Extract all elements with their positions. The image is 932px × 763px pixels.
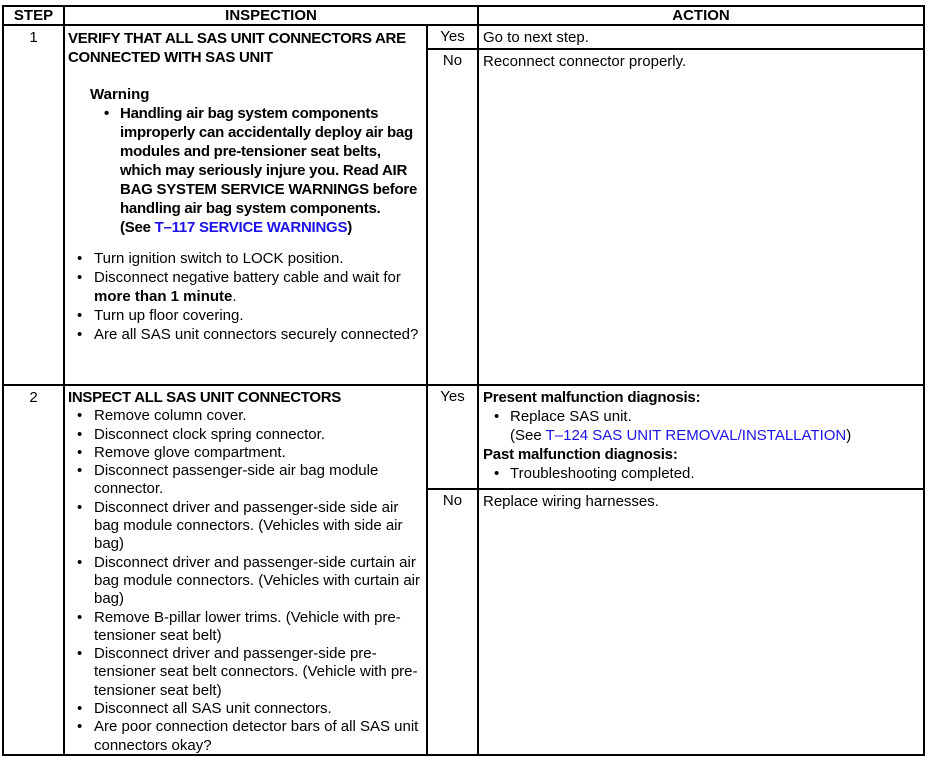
step-number: 2	[4, 386, 65, 754]
bullet-icon: •	[77, 326, 83, 343]
warning-label: Warning	[90, 86, 150, 103]
inspection-cell-step-1	[65, 26, 428, 384]
yes-subrow	[428, 26, 923, 50]
inspection-cell-step-2	[65, 386, 428, 754]
action-no-text: Reconnect connector properly.	[483, 53, 687, 70]
header-action: ACTION	[672, 7, 730, 24]
table-header-row	[4, 7, 923, 26]
inspection-bullet-list	[68, 249, 424, 344]
table-row-step-1	[4, 26, 923, 386]
bullet-icon: •	[77, 443, 83, 461]
bullet-icon: •	[77, 250, 83, 267]
text-segment: Disconnect negative battery cable and wait for	[94, 269, 401, 286]
bullet-icon: •	[77, 462, 83, 480]
action-area-step-2	[428, 386, 923, 754]
warning-text: Handling air bag system components improperly can accidentally deploy air bag modules and pre-tensioner seat belts, which may seriously injure you. Read AIR BAG SYSTEM SERVICE WARNINGS before handling air bag system components.	[120, 105, 418, 217]
bullet-icon: •	[77, 307, 83, 324]
list-item-text: Disconnect driver and passenger-side side air bag module connectors. (Vehicles with side air bag)	[94, 498, 403, 553]
action-no-text: Replace wiring harnesses.	[483, 493, 659, 510]
bold-text-segment: more than 1 minute	[94, 288, 233, 305]
list-item	[68, 645, 424, 700]
list-item	[483, 464, 919, 483]
text-segment: .	[232, 288, 237, 305]
list-item-text: Turn up floor covering.	[94, 307, 244, 324]
list-item	[68, 462, 424, 499]
warning-block	[90, 85, 424, 237]
see-suffix: )	[846, 427, 852, 444]
list-item-text: Remove column cover.	[94, 407, 247, 425]
list-item-text: Disconnect driver and passenger-side pre-tensioner seat belt connectors. (Vehicle with pre-tensioner seat belt)	[94, 645, 418, 699]
yes-label: Yes	[428, 386, 479, 488]
bullet-icon: •	[77, 608, 83, 626]
list-item-text: Replace SAS unit.	[510, 408, 632, 425]
warning-list-item	[90, 104, 424, 237]
see-reference	[120, 219, 352, 236]
link-t124-sas-unit-removal-installation[interactable]: T–124 SAS UNIT REMOVAL/INSTALLATION	[545, 427, 847, 444]
bullet-icon: •	[77, 700, 83, 718]
bullet-icon: •	[77, 269, 83, 286]
table-row-step-2	[4, 386, 923, 754]
present-diagnosis-heading: Present malfunction diagnosis:	[483, 389, 701, 406]
list-item	[68, 426, 424, 444]
no-label: No	[428, 490, 479, 754]
list-item	[68, 444, 424, 462]
list-item	[68, 554, 424, 609]
list-item-text: Remove B-pillar lower trims. (Vehicle with pre-tensioner seat belt)	[94, 608, 401, 644]
list-item	[68, 407, 424, 425]
list-item-text: Disconnect driver and passenger-side curtain air bag module connectors. (Vehicles with curtain air bag)	[94, 553, 421, 608]
list-item	[68, 700, 424, 718]
list-item	[68, 268, 424, 306]
link-t117-service-warnings[interactable]: T–117 SERVICE WARNINGS	[154, 219, 348, 236]
bullet-icon: •	[77, 718, 83, 736]
list-item-text: Disconnect passenger-side air bag module connector.	[94, 462, 379, 498]
see-prefix: (See	[510, 427, 546, 444]
bullet-icon: •	[494, 465, 500, 482]
list-item-text: Troubleshooting completed.	[510, 465, 695, 482]
bullet-icon: •	[77, 645, 83, 663]
list-item	[68, 499, 424, 554]
bullet-icon: •	[77, 553, 83, 571]
list-item	[68, 718, 424, 754]
list-item-text: Disconnect clock spring connector.	[94, 425, 325, 443]
action-yes-text: Go to next step.	[483, 29, 589, 46]
list-item	[68, 249, 424, 268]
bullet-icon: •	[77, 425, 83, 443]
diagnostic-procedure-table	[2, 5, 925, 756]
action-yes-cell	[479, 386, 923, 488]
see-reference	[510, 426, 919, 445]
see-prefix: (See	[120, 219, 155, 236]
list-item-text: Remove glove compartment.	[94, 443, 286, 461]
bullet-icon: •	[77, 498, 83, 516]
list-item-text: Disconnect all SAS unit connectors.	[94, 700, 332, 718]
step-number: 1	[4, 26, 65, 384]
list-item-text: Turn ignition switch to LOCK position.	[94, 250, 344, 267]
list-item	[68, 325, 424, 344]
yes-label: Yes	[428, 26, 479, 48]
action-area-step-1	[428, 26, 923, 384]
list-item	[483, 407, 919, 426]
no-subrow	[428, 490, 923, 754]
no-label: No	[428, 50, 479, 384]
see-suffix: )	[347, 219, 352, 236]
bullet-icon: •	[494, 408, 500, 425]
list-item-text: Are poor connection detector bars of all SAS unit connectors okay?	[94, 718, 419, 754]
list-item	[68, 609, 424, 646]
inspection-title: INSPECT ALL SAS UNIT CONNECTORS	[68, 389, 341, 406]
list-item	[68, 306, 424, 325]
yes-subrow	[428, 386, 923, 490]
header-step: STEP	[4, 7, 65, 24]
past-diagnosis-heading: Past malfunction diagnosis:	[483, 446, 678, 463]
list-item-text: Are all SAS unit connectors securely connected?	[94, 326, 419, 343]
list-item-text	[94, 268, 424, 306]
bullet-icon: •	[77, 407, 83, 425]
bullet-icon: •	[104, 105, 110, 122]
no-subrow	[428, 50, 923, 384]
warning-text-wrap	[120, 104, 424, 237]
header-inspection: INSPECTION	[65, 7, 479, 24]
inspection-bullet-list	[68, 407, 424, 754]
inspection-title: VERIFY THAT ALL SAS UNIT CONNECTORS ARE CONNECTED WITH SAS UNIT	[68, 30, 406, 66]
